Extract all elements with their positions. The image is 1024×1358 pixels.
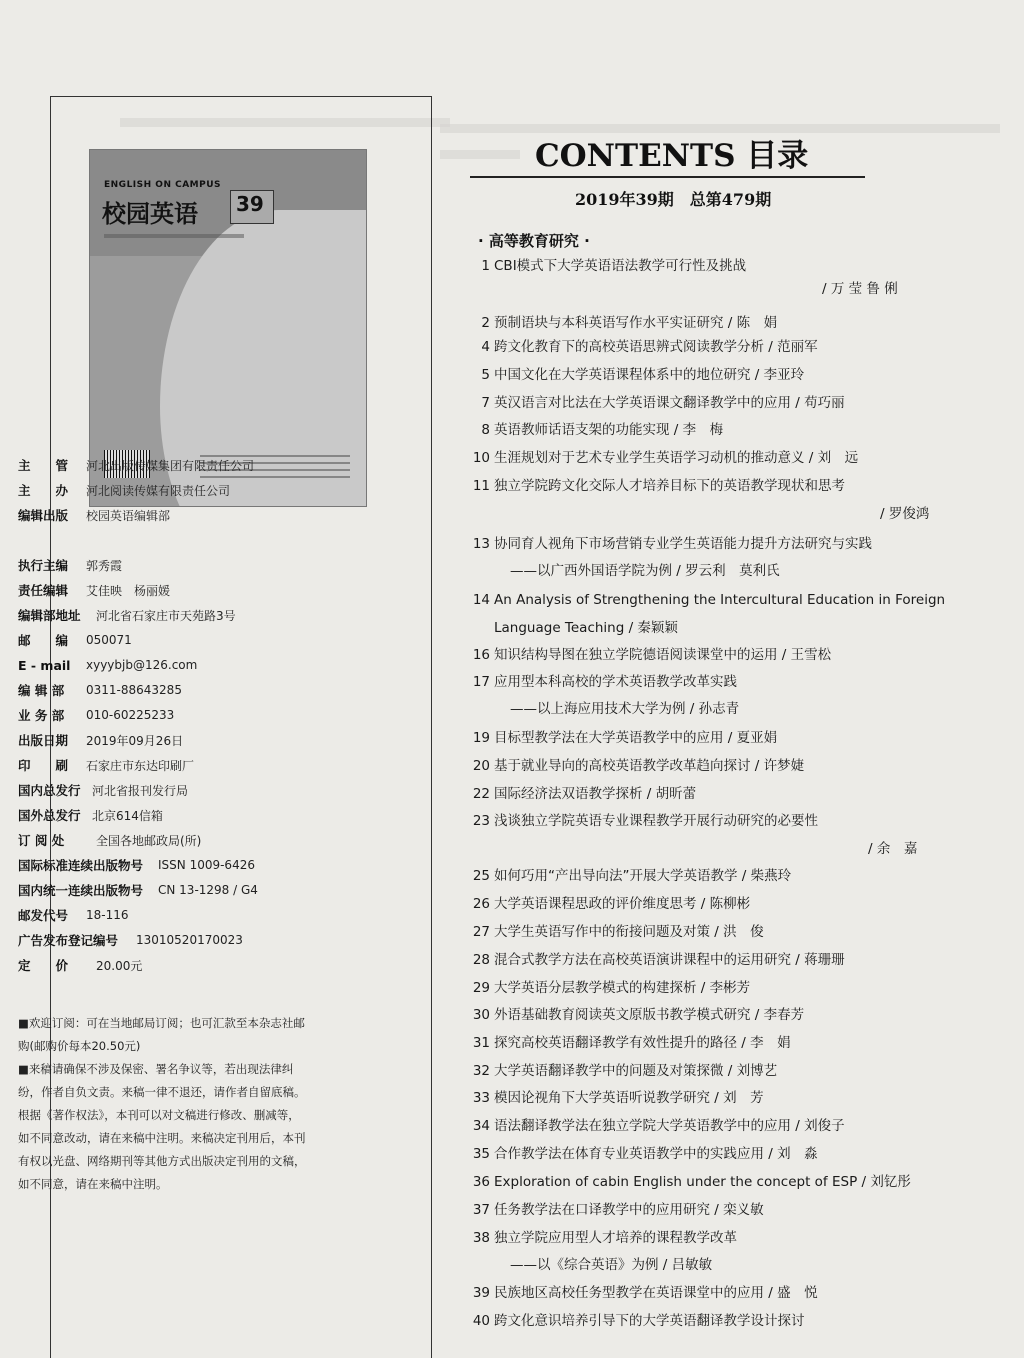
toc-entry: [472, 728, 778, 748]
submission-notes: [18, 1012, 378, 1196]
toc-entry: [472, 922, 764, 942]
page-number: 38: [472, 1230, 490, 1246]
contents-title: CONTENTS 目录: [535, 138, 809, 174]
info-row: 订 阅 处 全国各地邮政局(所): [18, 833, 202, 848]
page-number: 8: [481, 422, 490, 438]
info-row: 国外总发行 北京614信箱: [18, 808, 163, 823]
toc-entry: [472, 645, 832, 665]
toc-entry: [472, 1228, 737, 1248]
article-title: 协同育人视角下市场营销专业学生英语能力提升方法研究与实践: [494, 536, 872, 552]
toc-entry: [481, 420, 724, 440]
page-number: 36: [472, 1174, 490, 1190]
toc-entry: [880, 504, 929, 524]
article-title: 大学英语课程思政的评价维度思考 / 陈柳彬: [494, 896, 751, 912]
toc-entry: [472, 784, 697, 804]
info-row: 国内总发行 河北省报刊发行局: [18, 783, 189, 798]
info-row: 印 刷 石家庄市东达印刷厂: [18, 758, 195, 773]
article-title: 浅谈独立学院英语专业课程教学开展行动研究的必要性: [494, 813, 818, 829]
info-row: 国内统一连续出版物号 CN 13-1298 / G4: [18, 883, 258, 898]
toc-entry: [472, 1061, 778, 1081]
info-row: 主 管 河北出版传媒集团有限责任公司: [18, 458, 255, 473]
toc-entry: [472, 1116, 845, 1136]
article-title: / 罗俊鸿: [880, 506, 930, 522]
toc-entry: [472, 811, 818, 831]
toc-entry: [472, 590, 946, 610]
info-row: 定 价 20.00元: [18, 958, 143, 973]
toc-entry: [472, 1311, 805, 1331]
article-title: ——以广西外国语学院为例 / 罗云利 莫利氏: [510, 563, 780, 579]
toc-entry: [481, 365, 805, 385]
toc-entry: [481, 313, 778, 333]
page-number: 1: [481, 258, 490, 274]
article-title: 英汉语言对比法在大学英语课文翻译教学中的应用 / 苟巧丽: [494, 395, 845, 411]
article-title: 独立学院应用型人才培养的课程教学改革: [494, 1230, 737, 1246]
toc-entry: [472, 894, 751, 914]
page-number: 7: [481, 395, 490, 411]
magazine-cover: [89, 149, 367, 507]
page-number: 5: [481, 367, 490, 383]
article-title: 合作教学法在体育专业英语教学中的实践应用 / 刘 淼: [494, 1146, 818, 1162]
article-title: 探究高校英语翻译教学有效性提升的路径 / 李 娟: [494, 1035, 791, 1051]
toc-entry: [472, 1283, 818, 1303]
note-line: 有权以光盘、网络期刊等其他方式出版决定刊用的文稿，: [18, 1154, 306, 1168]
article-title: 混合式教学方法在高校英语演讲课程中的运用研究 / 蒋珊珊: [494, 952, 845, 968]
article-title: 模因论视角下大学英语听说教学研究 / 刘 芳: [494, 1090, 764, 1106]
page-number: 28: [472, 952, 490, 968]
page-number: 20: [472, 758, 490, 774]
page-number: 39: [472, 1285, 490, 1301]
toc-entry: [472, 1172, 911, 1192]
note-line: 纷，作者自负文责。来稿一律不退还，请作者自留底稿。: [18, 1085, 306, 1099]
info-row: 主 办 河北阅读传媒有限责任公司: [18, 483, 231, 498]
page-number: 4: [481, 339, 490, 355]
toc-entry: [472, 1005, 805, 1025]
page-number: 22: [472, 786, 490, 802]
toc-entry: [494, 618, 678, 638]
page-number: 19: [472, 730, 490, 746]
page-number: 23: [472, 813, 490, 829]
article-title: 语法翻译教学法在独立学院大学英语教学中的应用 / 刘俊子: [494, 1118, 845, 1134]
note-line: 根据《著作权法》，本刊可以对文稿进行修改、删减等，: [18, 1108, 300, 1122]
page-number: 25: [472, 868, 490, 884]
article-title: 大学英语翻译教学中的问题及对策探微 / 刘博艺: [494, 1063, 778, 1079]
article-title: Language Teaching / 秦颖颖: [494, 620, 678, 636]
article-title: ——以《综合英语》为例 / 吕敏敏: [510, 1257, 713, 1273]
info-row: 出版日期 2019年09月26日: [18, 733, 184, 748]
toc-entry: [472, 534, 872, 554]
info-row: 业 务 部 010-60225233: [18, 708, 175, 723]
article-title: / 余 嘉: [868, 841, 918, 857]
info-row: 广告发布登记编号 13010520170023: [18, 933, 243, 948]
info-row: 编辑出版 校园英语编辑部: [18, 508, 171, 523]
toc-entry: [472, 1144, 818, 1164]
issue-line: 2019年39期 总第479期: [575, 190, 772, 209]
article-title: 大学生英语写作中的衔接问题及对策 / 洪 俊: [494, 924, 764, 940]
toc-entry: [472, 1088, 764, 1108]
note-line: 如不同意，请在来稿中注明。: [18, 1177, 168, 1191]
page-number: 30: [472, 1007, 490, 1023]
note-line: ■欢迎订阅：可在当地邮局订阅；也可汇款至本杂志社邮: [18, 1016, 305, 1030]
toc-entry: [472, 1200, 764, 1220]
page-number: 10: [472, 450, 490, 466]
page-number: 27: [472, 924, 490, 940]
toc-entry: [868, 839, 917, 859]
toc-entry: [510, 561, 780, 581]
page-number: 14: [472, 592, 490, 608]
toc-entry: [472, 476, 845, 496]
page-number: 13: [472, 536, 490, 552]
toc-entry: [481, 337, 818, 357]
page-number: 35: [472, 1146, 490, 1162]
toc-entry: [510, 699, 739, 719]
info-row: E - mail xyyybjb@126.com: [18, 657, 198, 673]
page-number: 31: [472, 1035, 490, 1051]
info-row: 责任编辑 艾佳映 杨丽媛: [18, 583, 171, 598]
page-number: 40: [472, 1313, 490, 1329]
article-title: 跨文化教育下的高校英语思辨式阅读教学分析 / 范丽军: [494, 339, 818, 355]
article-title: / 万 莹 鲁 俐: [822, 281, 898, 297]
page-number: 16: [472, 647, 490, 663]
info-row: 编辑部地址 河北省石家庄市天苑路3号: [18, 608, 236, 623]
note-line: 购(邮购价每本20.50元): [18, 1039, 141, 1053]
article-title: 基于就业导向的高校英语教学改革趋向探讨 / 许梦婕: [494, 758, 805, 774]
toc-entry: [510, 1255, 712, 1275]
page-number: 33: [472, 1090, 490, 1106]
info-row: 邮 编 050071: [18, 633, 132, 648]
toc-entry: [472, 1033, 791, 1053]
article-title: CBI模式下大学英语语法教学可行性及挑战: [494, 258, 747, 274]
cover-brand-english: ENGLISH ON CAMPUS: [104, 180, 222, 190]
cover-issue-number: 39: [236, 192, 264, 216]
info-row: 编 辑 部 0311-88643285: [18, 683, 182, 698]
bleed-through: [440, 150, 520, 159]
cover-brand-chinese: 校园英语: [102, 200, 198, 228]
article-title: 预制语块与本科英语写作水平实证研究 / 陈 娟: [494, 315, 778, 331]
article-title: 应用型本科高校的学术英语教学改革实践: [494, 674, 737, 690]
section-heading: · 高等教育研究 ·: [478, 232, 590, 250]
note-line: ■来稿请确保不涉及保密、署名争议等，若出现法律纠: [18, 1062, 294, 1076]
article-title: ——以上海应用技术大学为例 / 孙志青: [510, 701, 740, 717]
article-title: 英语教师话语支架的功能实现 / 李 梅: [494, 422, 724, 438]
toc-entry: [472, 672, 737, 692]
page-number: 32: [472, 1063, 490, 1079]
article-title: 知识结构导图在独立学院德语阅读课堂中的运用 / 王雪松: [494, 647, 832, 663]
title-divider: [470, 176, 865, 178]
note-line: 如不同意改动，请在来稿中注明。来稿决定刊用后，本刊: [18, 1131, 306, 1145]
article-title: 外语基础教育阅读英文原版书教学模式研究 / 李春芳: [494, 1007, 805, 1023]
info-row: 邮发代号 18-116: [18, 908, 129, 923]
article-title: 国际经济法双语教学探析 / 胡昕蕾: [494, 786, 697, 802]
toc-entry: [472, 950, 845, 970]
toc-entry: [481, 393, 845, 413]
article-title: 目标型教学法在大学英语教学中的应用 / 夏亚娟: [494, 730, 778, 746]
info-row: 执行主编 郭秀霞: [18, 558, 123, 573]
toc-entry: [822, 279, 898, 299]
page-number: 17: [472, 674, 490, 690]
page-number: 29: [472, 980, 490, 996]
page-number: 2: [481, 315, 490, 331]
toc-entry: [472, 448, 859, 468]
page-number: 34: [472, 1118, 490, 1134]
article-title: 如何巧用“产出导向法”开展大学英语教学 / 柴燕玲: [494, 868, 792, 884]
article-title: 跨文化意识培养引导下的大学英语翻译教学设计探讨: [494, 1313, 805, 1329]
toc-entry: [472, 866, 792, 886]
article-title: 生涯规划对于艺术专业学生英语学习动机的推动意义 / 刘 远: [494, 450, 859, 466]
toc-entry: [472, 756, 805, 776]
page-number: 11: [472, 478, 490, 494]
article-title: 大学英语分层教学模式的构建探析 / 李彬芳: [494, 980, 751, 996]
toc-entry: [481, 256, 747, 276]
article-title: An Analysis of Strengthening the Intercultural Education in Foreign: [494, 592, 946, 608]
article-title: 任务教学法在口译教学中的应用研究 / 栾义敏: [494, 1202, 764, 1218]
toc-entry: [472, 978, 751, 998]
article-title: Exploration of cabin English under the concept of ESP / 刘钇彤: [494, 1174, 911, 1190]
article-title: 中国文化在大学英语课程体系中的地位研究 / 李亚玲: [494, 367, 805, 383]
article-title: 独立学院跨文化交际人才培养目标下的英语教学现状和思考: [494, 478, 845, 494]
article-title: 民族地区高校任务型教学在英语课堂中的应用 / 盛 悦: [494, 1285, 818, 1301]
page-number: 26: [472, 896, 490, 912]
info-row: 国际标准连续出版物号 ISSN 1009-6426: [18, 858, 255, 873]
page-number: 37: [472, 1202, 490, 1218]
